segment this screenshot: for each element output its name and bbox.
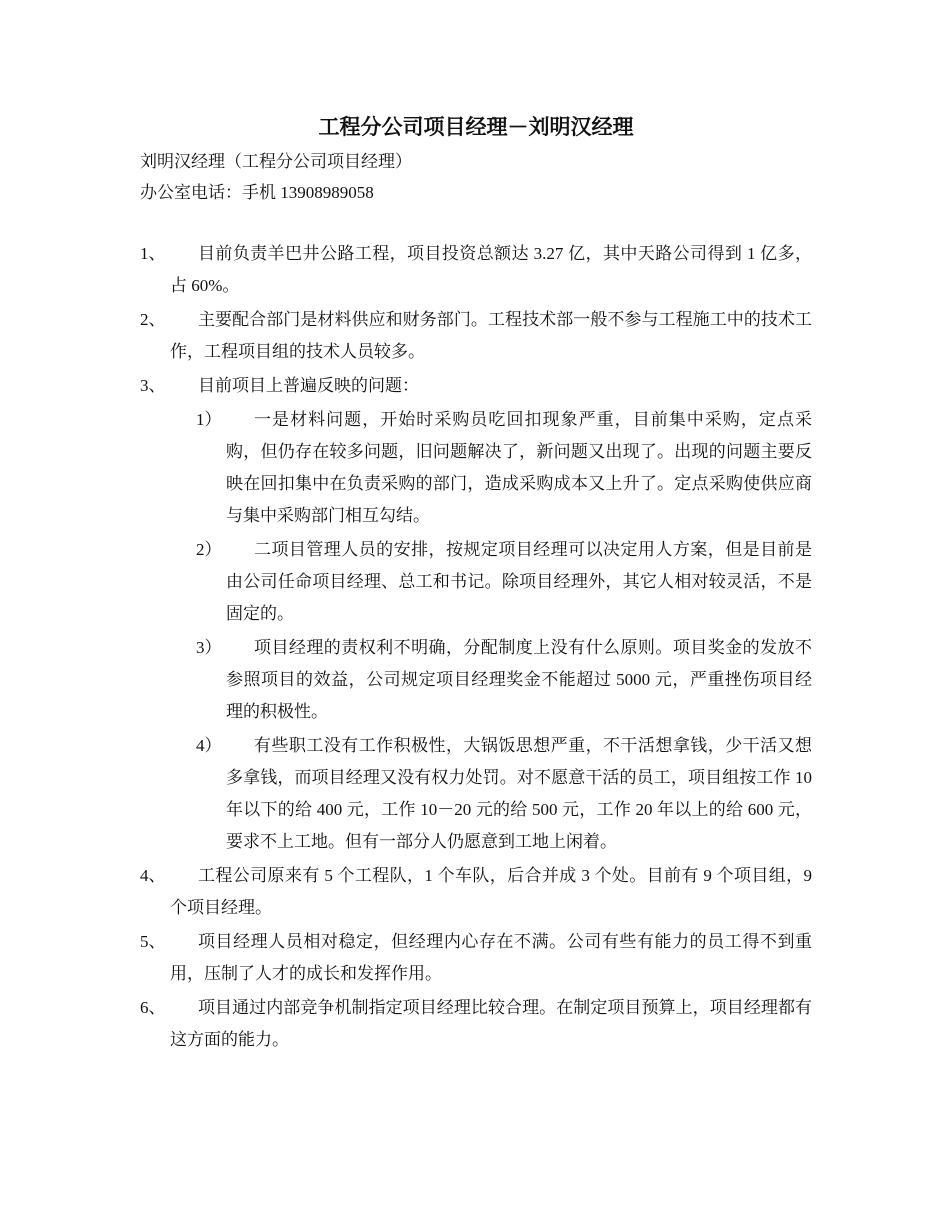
list-number: 4、 <box>140 866 166 885</box>
list-text: 项目通过内部竞争机制指定项目经理比较合理。在制定项目预算上，项目经理都有这方面的能力。 <box>170 998 812 1049</box>
list-item-4 <box>140 860 812 924</box>
list-text: 目前项目上普遍反映的问题： <box>198 376 419 395</box>
list-item-5 <box>140 926 812 990</box>
list-item-1 <box>140 238 812 302</box>
sub-list-number: 3） <box>196 638 222 657</box>
list-text: 项目经理人员相对稳定，但经理内心存在不满。公司有些有能力的员工得不到重用，压制了人才的成长和发挥作用。 <box>170 932 812 983</box>
sub-list-item-1 <box>140 404 812 532</box>
sub-list-text: 有些职工没有工作积极性，大锅饭思想严重，不干活想拿钱，少干活又想多拿钱，而项目经理又没有权力处罚。对不愿意干活的员工，项目组按工作 10 年以下的给 400 元，工作 10－20 元的给 500 元，工作 20 年以上的给 600 元，要求不上工地。但有一部分人仍愿意到工地上闲着。 <box>226 736 812 851</box>
list-number: 3、 <box>140 376 166 395</box>
list-item-2 <box>140 304 812 368</box>
sub-list-item-3 <box>140 632 812 728</box>
list-text: 目前负责羊巴井公路工程，项目投资总额达 3.27 亿，其中天路公司得到 1 亿多，占 60%。 <box>170 244 812 295</box>
sub-list-text: 二项目管理人员的安排，按规定项目经理可以决定用人方案，但是目前是由公司任命项目经理、总工和书记。除项目经理外，其它人相对较灵活，不是固定的。 <box>226 540 812 623</box>
list-text: 主要配合部门是材料供应和财务部门。工程技术部一般不参与工程施工中的技术工作，工程项目组的技术人员较多。 <box>170 310 812 361</box>
sub-list-text: 项目经理的责权利不明确，分配制度上没有什么原则。项目奖金的发放不参照项目的效益，公司规定项目经理奖金不能超过 5000 元，严重挫伤项目经理的积极性。 <box>226 638 812 721</box>
list-number: 6、 <box>140 998 166 1017</box>
list-number: 5、 <box>140 932 166 951</box>
list-text: 工程公司原来有 5 个工程队，1 个车队，后合并成 3 个处。目前有 9 个项目组，9 个项目经理。 <box>170 866 812 917</box>
sub-list-item-4 <box>140 730 812 858</box>
spacer <box>140 208 812 238</box>
contact-name: 刘明汉经理（工程分公司项目经理） <box>140 152 412 171</box>
sub-list-number: 1） <box>196 410 222 429</box>
list-number: 2、 <box>140 310 166 329</box>
list-number: 1、 <box>140 244 166 263</box>
sub-list-text: 一是材料问题，开始时采购员吃回扣现象严重，目前集中采购，定点采购，但仍存在较多问题，旧问题解决了，新问题又出现了。出现的问题主要反映在回扣集中在负责采购的部门，造成采购成本又上升了。定点采购使供应商与集中采购部门相互勾结。 <box>226 410 812 525</box>
document-page <box>140 110 812 1058</box>
contact-phone: 办公室电话：手机 13908989058 <box>140 183 374 202</box>
document-title: 工程分公司项目经理－刘明汉经理 <box>318 115 634 139</box>
sub-list-number: 2） <box>196 540 222 559</box>
sub-list-item-2 <box>140 534 812 630</box>
list-item-6 <box>140 992 812 1056</box>
sub-list-number: 4） <box>196 736 222 755</box>
list-item-3 <box>140 370 812 402</box>
